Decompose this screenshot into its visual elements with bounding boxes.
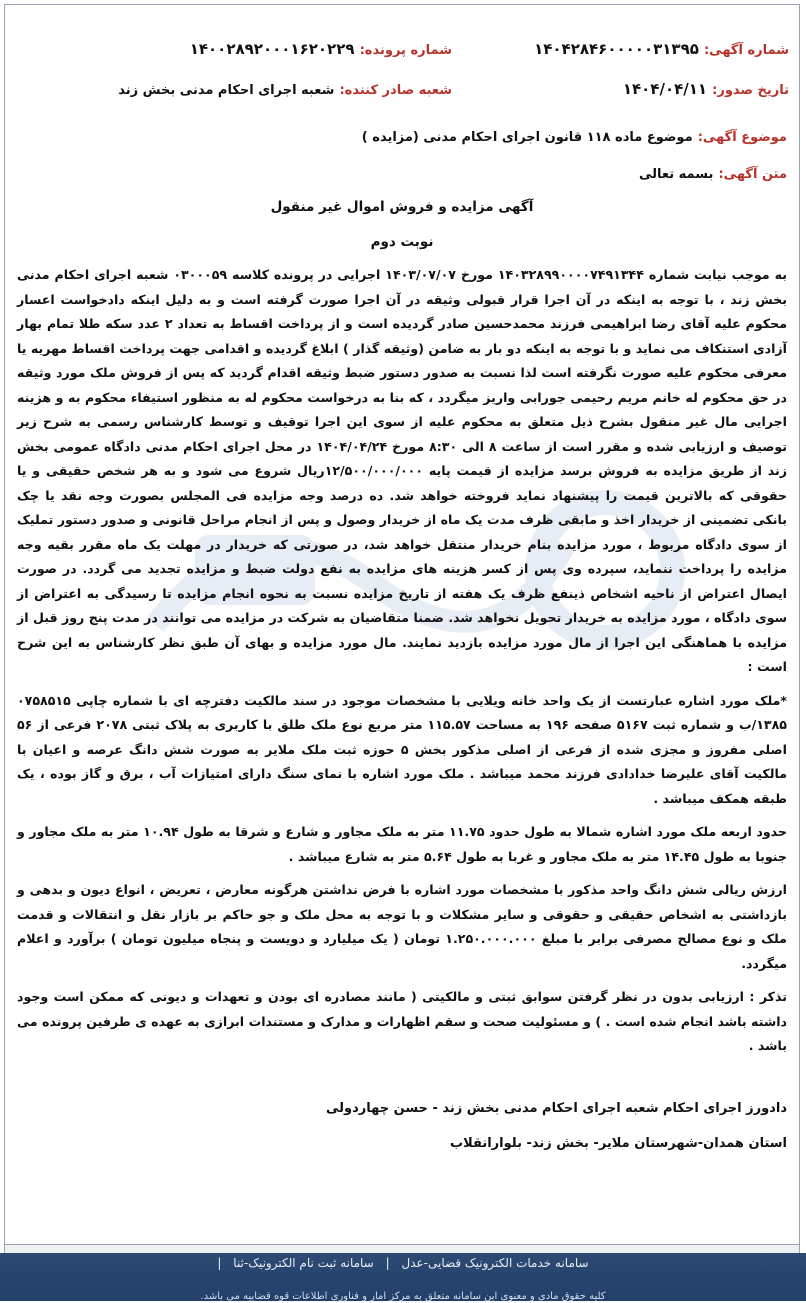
- paragraph-boundaries: حدود اربعه ملک مورد اشاره شمالا به طول حدود ۱۱.۷۵ متر به ملک مجاور و شارع و شرقا به طول ۱۰.۹۴ متر به ملک مجاور و جنوبا به طول ۱۴.۴۵ متر به ملک مجاور و غربا به طول ۵.۶۴ متر به شارع میباشد .: [17, 824, 788, 864]
- footer-separator: |: [385, 1256, 390, 1270]
- ad-subtitle: نوبت دوم: [370, 234, 434, 250]
- issue-date: [623, 79, 789, 98]
- issue-date-value: ۱۴۰۴/۰۴/۱۱: [622, 80, 708, 98]
- ad-number-value: ۱۴۰۴۲۸۴۶۰۰۰۰۰۳۱۳۹۵: [534, 40, 699, 58]
- paragraph-note: تذکر : ارزیابی بدون در نظر گرفتن سوابق ثبتی و مالکیتی ( مانند مصادره ای بودن و تعهدات و دیونی که ممکن است وجود داشته باشد انجام شده است . ) و مسئولیت صحت و سقم اظهارات و مدارک و مستندات ابرازی به عهده ی طرفین پرونده می باشد .: [17, 989, 787, 1053]
- paragraph-property: *ملک مورد اشاره عبارتست از یک واحد خانه ویلایی با مشخصات موجود در سند مالکیت دفترچه ای با شماره چاپی ۰۷۵۸۵۱۵ ۱۳۸۵/ب و شماره ثبت ۵۱۶۷ صفحه ۱۹۶ به مساحت ۱۱۵.۵۷ متر مربع نوع ملک طلق با کاربری به پلاک ثبتی ۲۰۷۸ فرعی از ۵۶ اصلی مفروز و مجزی شده از فرعی از اصلی مذکور بخش ۵ حوزه ثبت ملک ملایر به صورت شش دانگ عرصه و اعیان با مالکیت آقای علیرضا خدادادی فرزند محمد میباشد . ملک مورد اشاره با نمای سنگ دارای امتیازات آب ، برق و گاز بوده ، یک طبقه همکف میباشد .: [17, 692, 787, 806]
- header-row-2: [5, 79, 799, 109]
- footer-copyright: کلیه حقوق مادی و معنوی این سامانه متعلق به مرکز آمار و فناوری اطلاعات قوه قضاییه می باشد.: [200, 1291, 606, 1302]
- case-number-value: ۱۴۰۰۲۸۹۲۰۰۰۱۶۲۰۲۲۹: [189, 40, 355, 58]
- subject-value: موضوع ماده ۱۱۸ قانون اجرای احکام مدنی (مزایده ): [361, 130, 693, 145]
- issuer-label: شعبه صادر کننده:: [339, 83, 452, 98]
- address: استان همدان-شهرستان ملایر- بخش زند- بلوارانقلاب: [450, 1136, 787, 1151]
- signature: دادورز اجرای احکام شعبه اجرای احکام مدنی بخش زند - حسن چهاردولی: [326, 1101, 787, 1116]
- paragraph-main: به موجب نیابت شماره ۱۴۰۳۲۸۹۹۰۰۰۰۷۴۹۱۳۴۴ مورخ ۱۴۰۳/۰۷/۰۷ اجرایی در پرونده کلاسه ۰۳۰۰۰۵۹ شعبه اجرای احکام مدنی بخش زند ، با توجه به اینکه در آن اجرا قرار قبولی وثیقه در آن اجرا صورت گرفته است و به دلیل اینکه دادخواست اعسار محکوم علیه آقای رضا ابراهیمی فرزند محمدحسین صادر گردیده است و از پرداخت اقساط به تعداد ۲ عدد سکه طلا تمام بهار آزادی استنکاف می نماید و با توجه به اینکه دو بار به ضامن (وثیقه گذار ) ابلاغ گردیده و اقدامی جهت پرداخت اقساط مهریه یا معرفی محکوم علیه صورت نگرفته است لذا نسبت به صدور دستور ضبط وثیقه اقدام گردید که پس از فروش ملک مورد وثیقه در حق محکوم له خانم مریم رحیمی جورابی واریز میگردد ، که بنا به درخواست محکوم له به منظور استیفاء محکوم به و هزینه اجرایی مال غیر منقول بشرح ذیل متعلق به محکوم علیه از سوی این اجرا توقیف و توسط کارشناس رسمی به شرح زیر توصیف و ارزیابی شده و مقرر است از ساعت ۸ الی ۸:۳۰ مورخ ۱۴۰۴/۰۴/۲۴ در محل اجرای احکام مدنی دادگاه عمومی بخش زند از طریق مزایده به فروش برسد مزایده از قیمت پایه ۱۲/۵۰۰/۰۰۰/۰۰۰ریال شروع می شود و به هر شخص حقیقی و یا حقوقی که بالاترین قیمت را پیشنهاد نماید فروخته خواهد شد. ده درصد وجه مزایده فی المجلس بصورت وجه نقد یا چک بانکی تضمینی از خریدار اخذ و مابقی ظرف مدت یک ماه از خریدار وصول و پس از انجام مراحل قانونی و صدور دستور تملیک از سوی دادگاه مربوط ، مورد مزایده بنام خریدار منتقل خواهد شد، در صورتی که خریدار در مهلت یک ماه مقرر بقیه وجه مزایده را پرداخت ننماید، سپرده وی پس از کسر هزینه های مزایده به نفع دولت ضبط و مزایده تجدید می گردد. در صورت ایصال اعتراض از ناحیه اشخاص ذینفع ظرف یک هفته از تاریخ مزایده نسبت به نحوه انجام مزایده تا رسیدگی به اعتراض از سوی دادگاه ، مورد مزایده به خریدار تحویل نخواهد شد. ضمنا متقاضیان به شرکت در مزایده می توانند در مدت پنج روز قبل از مزایده با هماهنگی این اجرا از مال مورد مزایده بازدید نمایند. مال مورد مزایده و بهای آن طبق نظر کارشناس به این شرح است :: [17, 267, 788, 674]
- issue-date-label: تاریخ صدور:: [712, 83, 789, 98]
- issuer-value: شعبه اجرای احکام مدنی بخش زند: [118, 83, 335, 98]
- ad-number: [534, 39, 789, 58]
- paragraph-valuation: ارزش ریالی شش دانگ واحد مذکور با مشخصات مورد اشاره با فرض نداشتن هرگونه معارض ، تعریض ، انواع دیون و بدهی و بازداشتی به اشخاص حقیقی و حقوقی و سایر مشکلات و با توجه به محل ملک و جو حاکم بر بازار نقل و انتقالات و قدمت ملک و نوع مصالح مصرفی برابر با مبلغ ۱.۲۵۰.۰۰۰.۰۰۰ تومان ( یک میلیارد و دویست و پنجاه میلیون تومان ) برآورد و اعلام میگردد.: [17, 882, 787, 971]
- subject-label: موضوع آگهی:: [697, 130, 787, 145]
- case-number-label: شماره پرونده:: [359, 43, 452, 58]
- subject: [362, 126, 787, 145]
- text-label: متن آگهی:: [718, 167, 787, 182]
- ad-number-label: شماره آگهی:: [703, 43, 789, 58]
- ad-text-header: [639, 163, 787, 182]
- footer-link-adl[interactable]: سامانه خدمات الکترونیک قضایی-عدل: [401, 1256, 589, 1270]
- horizontal-scrollbar[interactable]: [4, 1245, 800, 1253]
- text-intro: بسمه تعالی: [639, 167, 714, 182]
- ad-panel: [4, 4, 800, 1245]
- footer-links: [0, 1256, 806, 1270]
- ad-title: آگهی مزایده و فروش اموال غیر منقول: [270, 199, 534, 215]
- header-row-1: [5, 39, 799, 69]
- issuer: [118, 79, 452, 98]
- site-footer: [0, 1253, 806, 1301]
- footer-separator-end: |: [217, 1256, 222, 1270]
- case-number: [190, 39, 452, 58]
- ad-body: [17, 263, 787, 1068]
- footer-link-sana[interactable]: سامانه ثبت نام الکترونیک-ثنا: [233, 1256, 374, 1270]
